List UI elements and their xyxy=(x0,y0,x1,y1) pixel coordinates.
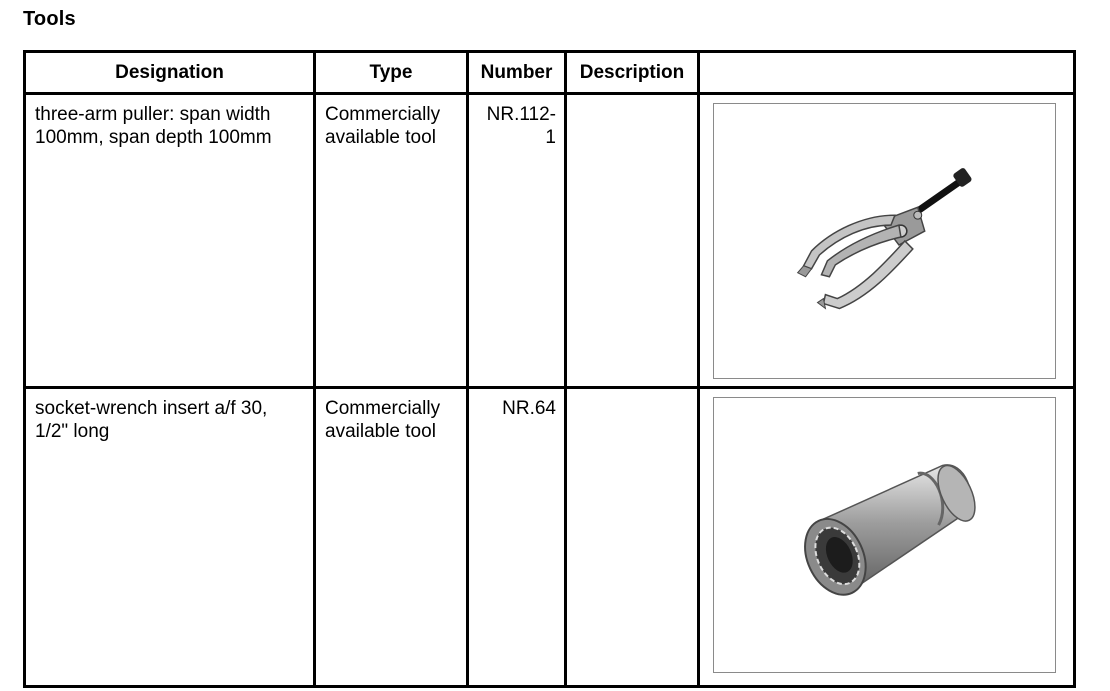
table-row xyxy=(25,388,1075,687)
table-header-row xyxy=(25,52,1075,94)
tools-table xyxy=(23,50,1076,688)
type-line: available tool xyxy=(325,421,436,443)
header-description: Description xyxy=(566,52,699,94)
header-number: Number xyxy=(468,52,566,94)
description-text xyxy=(567,95,697,103)
number-line: NR.64 xyxy=(502,398,556,420)
number-line: NR.112- xyxy=(486,104,556,125)
designation-line: socket-wrench insert a/f 30, xyxy=(35,398,268,420)
tool-image-frame xyxy=(713,103,1056,379)
type-cell xyxy=(315,94,468,388)
page-title: Tools xyxy=(23,8,76,30)
socket-wrench-insert-icon xyxy=(714,398,1055,672)
image-cell xyxy=(699,94,1075,388)
designation-line: 100mm, span depth 100mm xyxy=(35,127,272,148)
number-line: 1 xyxy=(545,127,556,148)
description-cell xyxy=(566,94,699,388)
header-type: Type xyxy=(315,52,468,94)
tool-image-frame xyxy=(713,397,1056,673)
type-line: Commercially xyxy=(325,104,441,125)
table-row xyxy=(25,94,1075,388)
designation-line: three-arm puller: span width xyxy=(35,104,271,125)
header-image xyxy=(699,52,1075,94)
number-cell xyxy=(468,388,566,687)
type-line: available tool xyxy=(325,127,436,148)
designation-cell xyxy=(25,94,315,388)
designation-line: 1/2" long xyxy=(35,421,110,443)
number-cell xyxy=(468,94,566,388)
three-arm-puller-icon xyxy=(714,104,1055,378)
designation-cell xyxy=(25,388,315,687)
type-line: Commercially xyxy=(325,398,441,420)
description-cell xyxy=(566,388,699,687)
description-text xyxy=(567,389,697,397)
image-cell xyxy=(699,388,1075,687)
type-cell xyxy=(315,388,468,687)
header-designation: Designation xyxy=(25,52,315,94)
